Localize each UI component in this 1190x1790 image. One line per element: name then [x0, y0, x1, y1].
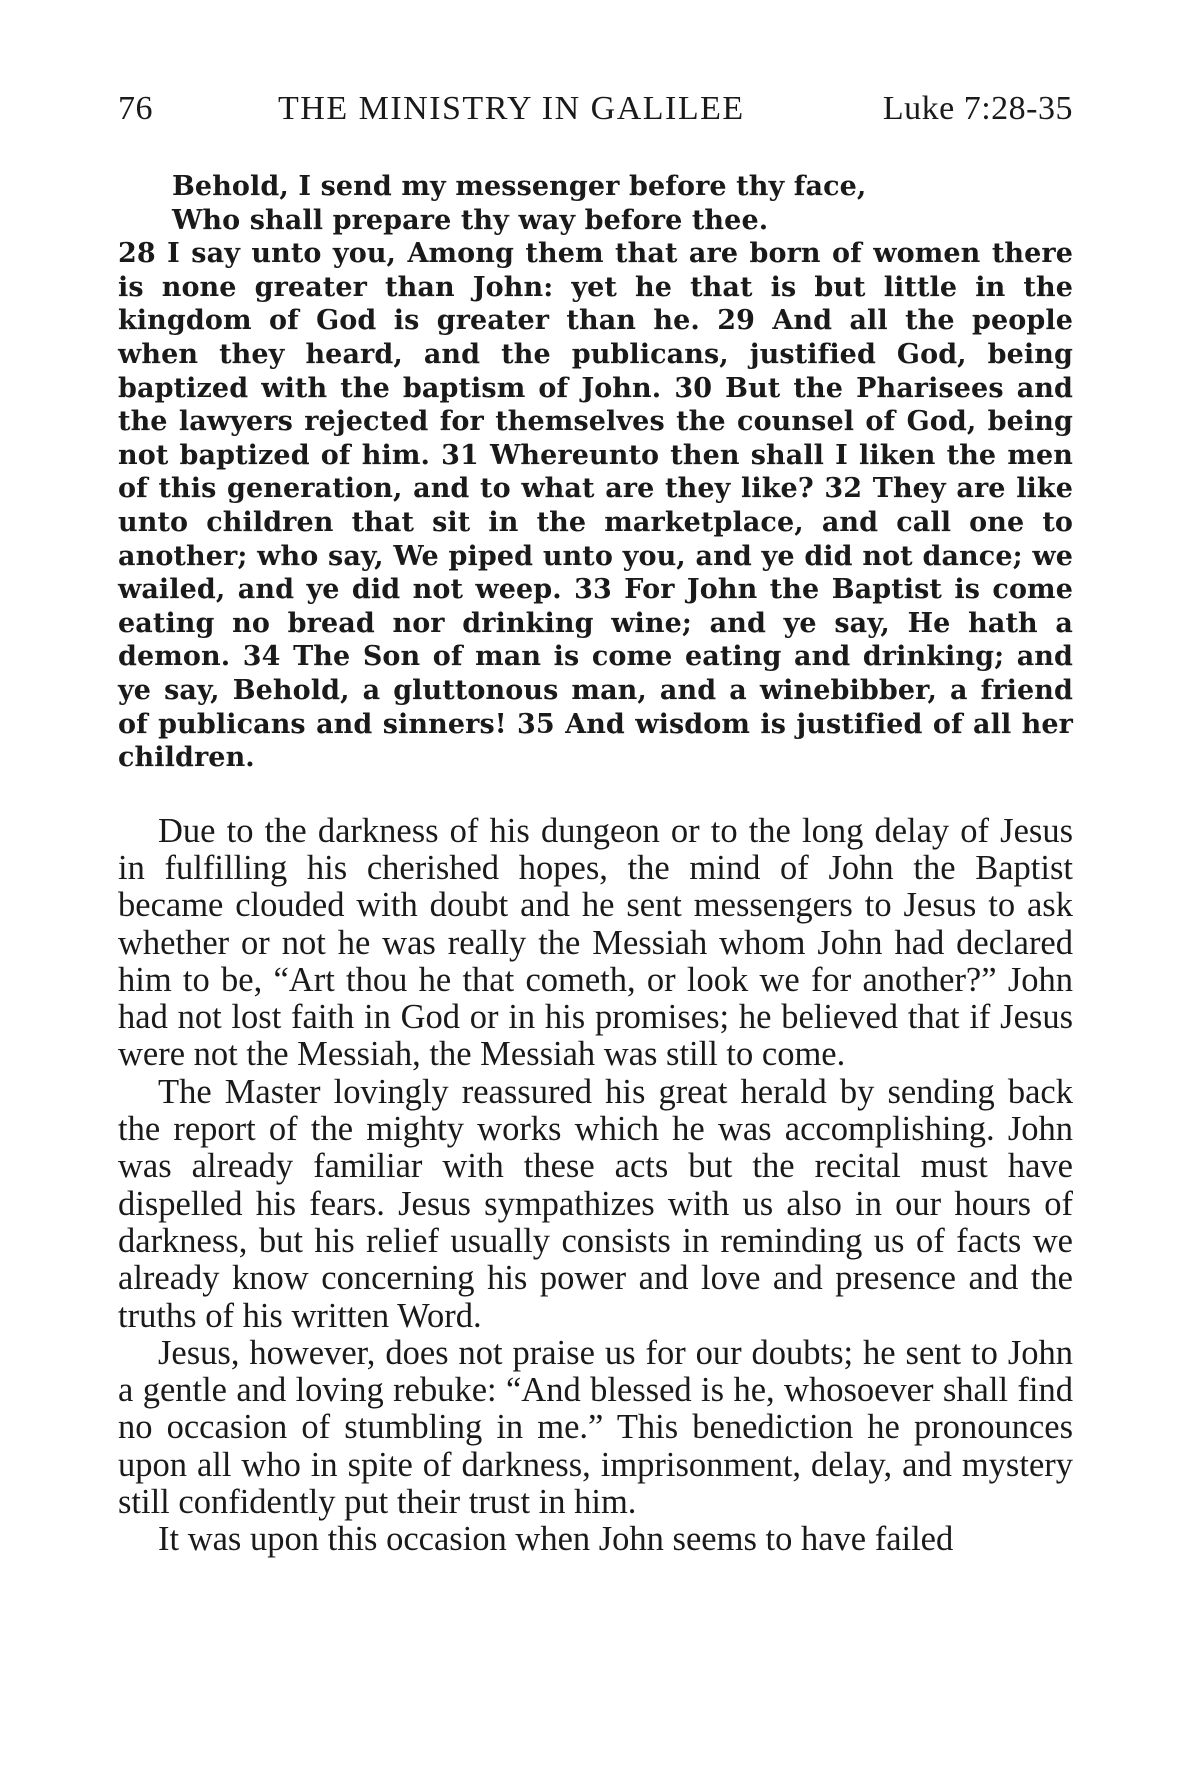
running-head: [118, 90, 1073, 138]
scripture-reference: Luke 7:28-35: [882, 90, 1073, 127]
commentary-paragraph: Due to the darkness of his dungeon or to the long delay of Jesus in fulfilling his cherished hopes, the mind of John the Baptist became clouded with doubt and he sent messengers to Jesus to ask whether or not he was really the Messiah whom John had declared him to be, “Art thou he that cometh, or look we for another?” John had not lost faith in God or in his promises; he believed that if Jesus were not the Messiah, the Messiah was still to come.: [118, 811, 1073, 1074]
page-number: 76: [118, 90, 153, 127]
poem-line: Who shall prepare thy way before thee.: [172, 204, 769, 236]
commentary: [118, 813, 1073, 1559]
commentary-paragraph: It was upon this occasion when John seems to have failed: [158, 1520, 954, 1559]
commentary-paragraph: The Master lovingly reassured his great herald by sending back the report of the mighty works which he was accomplishing. John was already familiar with these acts but the recital must have dispelled his fears. Jesus sympathizes with us also in our hours of darkness, but his relief usually consists in reminding us of facts we already know concerning his power and love and presence and the truths of his written Word.: [118, 1072, 1073, 1335]
book-page: [118, 90, 1073, 1559]
poem-line: Behold, I send my messenger before thy face,: [172, 171, 867, 202]
commentary-paragraph: Jesus, however, does not praise us for our doubts; he sent to John a gentle and loving rebuke: “And blessed is he, whosoever shall find no occasion of stumbling in me.” This benediction he pronounces upon all who in spite of darkness, imprisonment, delay, and mystery still confidently put their trust in him.: [118, 1333, 1073, 1522]
scripture-passage: [118, 170, 1073, 775]
chapter-title: THE MINISTRY IN GALILEE: [278, 90, 745, 127]
scripture-verses: 28 I say unto you, Among them that are born of women there is none greater than John: yet he that is but little in the kingdom of God is greater than he. 29 And all the people when they heard, and the publicans, justified God, being baptized with the baptism of John. 30 But the Pharisees and the lawyers rejected for themselves the counsel of God, being not baptized of him. 31 Whereunto then shall I liken the men of this generation, and to what are they like? 32 They are like unto children that sit in the marketplace, and call one to another; who say, We piped unto you, and ye did not dance; we wailed, and ye did not weep. 33 For John the Baptist is come eating no bread nor drinking wine; and ye say, He hath a demon. 34 The Son of man is come eating and drinking; and ye say, Behold, a gluttonous man, and a winebibber, a friend of publicans and sinners! 35 And wisdom is justified of all her children.: [118, 238, 1073, 774]
